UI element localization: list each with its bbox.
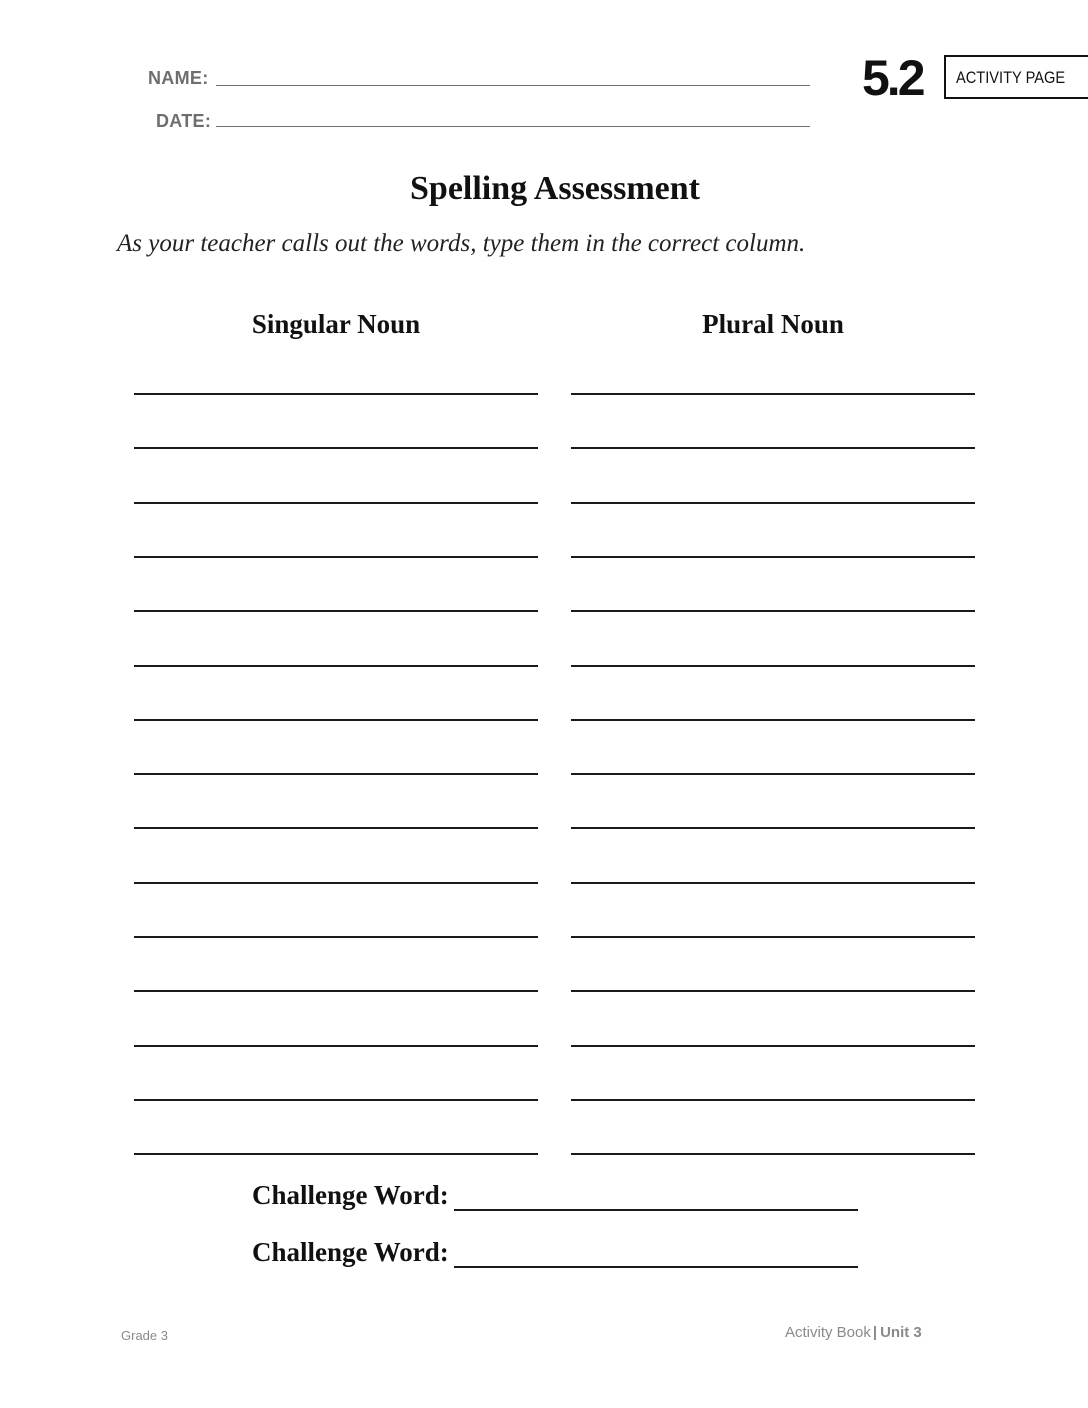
answer-row [0, 719, 1088, 723]
singular-noun-field[interactable] [134, 882, 538, 884]
singular-noun-field[interactable] [134, 1153, 538, 1155]
answer-row [0, 1153, 1088, 1157]
challenge-word-row [252, 1237, 872, 1273]
footer-unit: Unit 3 [880, 1324, 922, 1341]
plural-noun-field[interactable] [571, 719, 975, 721]
challenge-word-field[interactable] [454, 1209, 858, 1211]
plural-noun-field[interactable] [571, 882, 975, 884]
singular-noun-field[interactable] [134, 773, 538, 775]
date-label: DATE: [156, 111, 212, 131]
singular-noun-field[interactable] [134, 447, 538, 449]
plural-noun-field[interactable] [571, 1099, 975, 1101]
singular-noun-field[interactable] [134, 556, 538, 558]
challenge-word-row [252, 1180, 872, 1216]
plural-noun-field[interactable] [571, 990, 975, 992]
page-number: 5.2 [862, 50, 923, 106]
singular-noun-field[interactable] [134, 1099, 538, 1101]
singular-noun-field[interactable] [134, 990, 538, 992]
footer-separator: | [872, 1324, 878, 1341]
name-label: NAME: [148, 68, 209, 88]
plural-noun-field[interactable] [571, 1153, 975, 1155]
singular-noun-field[interactable] [134, 502, 538, 504]
plural-noun-field[interactable] [571, 1045, 975, 1047]
challenge-word-label: Challenge Word: [252, 1180, 449, 1210]
activity-page-label: ACTIVITY PAGE [956, 68, 1066, 87]
singular-noun-field[interactable] [134, 936, 538, 938]
answer-row [0, 447, 1088, 451]
singular-noun-field[interactable] [134, 1045, 538, 1047]
singular-noun-field[interactable] [134, 665, 538, 667]
plural-noun-field[interactable] [571, 393, 975, 395]
plural-noun-field[interactable] [571, 447, 975, 449]
answer-row [0, 882, 1088, 886]
answer-row [0, 502, 1088, 506]
page-title: Spelling Assessment [410, 170, 700, 207]
answer-row [0, 773, 1088, 777]
plural-noun-field[interactable] [571, 827, 975, 829]
plural-noun-field[interactable] [571, 936, 975, 938]
singular-noun-field[interactable] [134, 827, 538, 829]
answer-row [0, 990, 1088, 994]
answer-row [0, 393, 1088, 397]
answer-row [0, 827, 1088, 831]
answer-row [0, 610, 1088, 614]
plural-noun-header: Plural Noun [702, 309, 844, 339]
answer-row [0, 556, 1088, 560]
plural-noun-field[interactable] [571, 773, 975, 775]
plural-noun-field[interactable] [571, 665, 975, 667]
plural-noun-field[interactable] [571, 610, 975, 612]
singular-noun-field[interactable] [134, 393, 538, 395]
footer-grade: Grade 3 [121, 1328, 168, 1343]
answer-row [0, 1099, 1088, 1103]
answer-row [0, 936, 1088, 940]
singular-noun-header: Singular Noun [251, 309, 421, 339]
singular-noun-field[interactable] [134, 719, 538, 721]
plural-noun-field[interactable] [571, 556, 975, 558]
footer-book: Activity Book [785, 1324, 871, 1341]
singular-noun-field[interactable] [134, 610, 538, 612]
answer-row [0, 1045, 1088, 1049]
plural-noun-field[interactable] [571, 502, 975, 504]
challenge-word-label: Challenge Word: [252, 1237, 449, 1267]
challenge-word-field[interactable] [454, 1266, 858, 1268]
answer-row [0, 665, 1088, 669]
instructions: As your teacher calls out the words, type them in the correct column. [117, 230, 806, 257]
footer-book-info [785, 1324, 922, 1341]
